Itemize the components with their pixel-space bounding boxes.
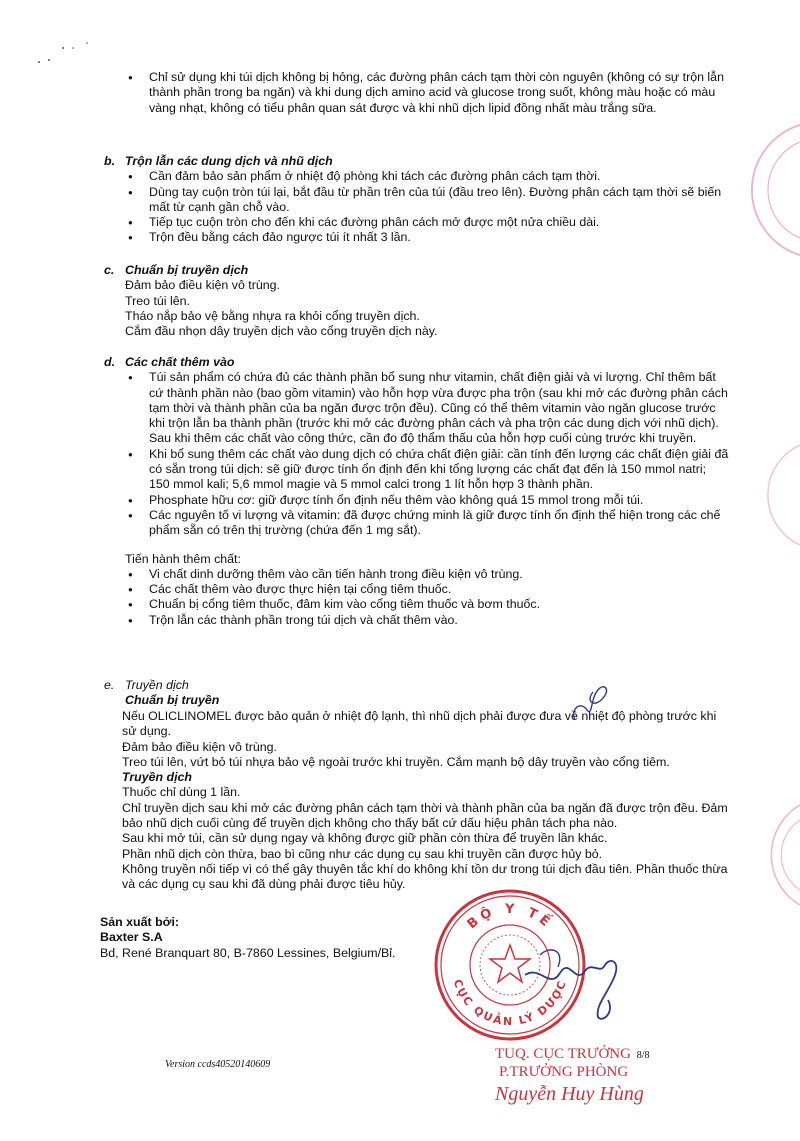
section-c-line: Treo túi lên. bbox=[125, 293, 190, 308]
top-bullet-list bbox=[125, 70, 730, 116]
prep-paragraph: Đảm bảo điều kiện vô trùng. bbox=[122, 739, 277, 754]
partial-seal-mid-right bbox=[745, 440, 800, 550]
initial-mark-icon bbox=[565, 680, 615, 728]
section-e-title: Truyền dịch bbox=[125, 678, 189, 692]
svg-text:BỘ Y TẾ bbox=[465, 902, 557, 933]
section-d-heading bbox=[104, 355, 730, 370]
section-d bbox=[104, 355, 730, 628]
section-c-title: Chuẩn bị truyền dịch bbox=[125, 263, 249, 277]
manufacturer-block bbox=[100, 915, 460, 961]
infuse-paragraph: Phần nhũ dịch còn thừa, bao bì cũng như các dụng cụ sau khi truyền cần được hủy bỏ. bbox=[122, 846, 603, 861]
infuse-paragraph: Thuốc chỉ dùng 1 lần. bbox=[122, 785, 241, 800]
prep-paragraph: Nếu OLICLINOMEL được bảo quản ở nhiệt độ lạnh, thì nhũ dịch phải được đưa về nhiệt độ phòng trước khi sử dụng. bbox=[122, 709, 717, 739]
section-b bbox=[104, 154, 730, 246]
prep-paragraph: Treo túi lên, vứt bỏ túi nhựa bảo vệ ngoài trước khi truyền. Cắm mạnh bộ dây truyền vào cổng tiêm. bbox=[122, 754, 670, 769]
section-c-letter: c. bbox=[104, 263, 115, 277]
list-item: ● Chỉ sử dụng khi túi dịch không bị hỏng, các đường phân cách tạm thời còn nguyên (không có sự trộn lẫn thành phần trong ba ngăn) và khi dung dịch amino acid và glucose trong suốt, không màu hoặc có màu vàng nhạt, không có tiểu phân quan sát được và khi nhũ dịch lipid đồng nhất màu trắng sữa. bbox=[125, 70, 730, 116]
list-item: ● Các chất thêm vào được thực hiện tại cổng tiêm thuốc. bbox=[125, 582, 730, 597]
prep-heading: Chuẩn bị truyền bbox=[125, 693, 220, 708]
signer-name: Nguyễn Huy Hùng bbox=[495, 1083, 644, 1105]
section-c bbox=[104, 263, 730, 339]
page-number: 8/8 bbox=[636, 1050, 650, 1061]
list-item: ● Dùng tay cuộn tròn túi lại, bắt đầu từ phần trên của túi (đầu treo lên). Đường phân cách tạm thời sẽ biến mất từ cạnh gần chỗ vào. bbox=[125, 185, 730, 216]
section-c-line: Đảm bảo điều kiện vô trùng. bbox=[125, 278, 280, 293]
section-c-line: Cắm đầu nhọn dây truyền dịch vào cổng truyền dịch này. bbox=[125, 324, 438, 339]
section-d-list bbox=[125, 370, 730, 538]
signoff-line-1 bbox=[495, 1046, 695, 1064]
section-d-letter: d. bbox=[104, 355, 116, 369]
section-b-heading bbox=[104, 154, 730, 169]
section-e-body bbox=[122, 709, 732, 893]
signoff-line-2: P.TRƯỞNG PHÒNG bbox=[499, 1064, 629, 1080]
list-item: ● Vi chất dinh dưỡng thêm vào cần tiến hành trong điều kiện vô trùng. bbox=[125, 567, 730, 582]
signature-icon bbox=[520, 935, 630, 1025]
list-item: ● Khi bổ sung thêm các chất vào dung dịch có chứa chất điện giải: cần tính đến lượng các chất điện giải đã có sẵn trong túi dịch: sẽ giữ được tính ổn định đến khi tổng lượng các chất đạt đến là 150 mmol natri; 150 mmol kali; 5,6 mmol magie và 5 mmol calci trong 1 lít hỗn hợp 3 thành phần. bbox=[125, 447, 730, 493]
section-b-list bbox=[125, 169, 730, 245]
list-item: ● Trộn lẫn các thành phần trong túi dịch và chất thêm vào. bbox=[125, 613, 730, 628]
section-e-heading bbox=[104, 678, 730, 693]
stamp-bottom-text: CỤC QUẢN LÝ DƯỢC bbox=[450, 977, 570, 1029]
infuse-paragraph: Không truyền nối tiếp vì có thể gây thuyên tắc khí do không khí tồn dư trong túi dịch đầu tiên. Phần thuốc thừa và các dụng cụ sau khi đã dùng phải được tiêu hủy. bbox=[122, 861, 728, 892]
manufacturer-label: Sản xuất bởi: bbox=[100, 915, 180, 929]
section-c-heading bbox=[104, 263, 730, 278]
section-e-letter: e. bbox=[104, 678, 115, 692]
list-item: ● Tiếp tục cuộn tròn cho đến khi các đường phân cách mở được một nửa chiều dài. bbox=[125, 215, 730, 230]
list-item: ● Các nguyên tố vi lượng và vitamin: đã được chứng minh là giữ được tính ổn định thể hiện trong các chế phẩm sẵn có trên thị trường (chứa đến 1 mg sắt). bbox=[125, 508, 730, 539]
list-item: ● Chuẩn bị cổng tiêm thuốc, đâm kim vào cổng tiêm thuốc và bơm thuốc. bbox=[125, 597, 730, 612]
partial-seal-low-right bbox=[738, 800, 800, 910]
signoff-title: TUQ. CỤC TRƯỞNG bbox=[495, 1046, 631, 1062]
version-label: Version ccds40520140609 bbox=[165, 1059, 271, 1070]
procedure-title: Tiến hành thêm chất: bbox=[125, 551, 241, 566]
partial-seal-top-right bbox=[735, 120, 800, 260]
list-item: ● Túi sản phẩm có chứa đủ các thành phần bổ sung như vitamin, chất điện giải và vi lượng. Chỉ thêm bất cứ thành phần nào (bao gồm vitamin) vào hỗn hợp vừa được pha trộn (sau khi mở các đường phân cách tạm thời và thành phần của ba ngăn được trộn đều). Cũng có thể thêm vitamin vào ngăn glucose trước khi trộn lẫn ba thành phần (trước khi mở các đường phân cách và pha trộn các dung dịch với nhũ dịch). Sau khi thêm các chất vào công thức, cần đo độ thẩm thấu của hỗn hợp cuối cùng trước khi truyền. bbox=[125, 370, 730, 446]
section-e bbox=[104, 678, 730, 709]
list-item: ● Phosphate hữu cơ: giữ được tính ổn định nếu thêm vào không quá 15 mmol trong mỗi túi. bbox=[125, 493, 730, 508]
stamp-top-text: BỘ Y TẾ bbox=[464, 901, 556, 933]
infuse-paragraph: Sau khi mở túi, cần sử dụng ngay và không được giữ phần còn thừa để truyền lần khác. bbox=[122, 831, 608, 846]
list-item: ● Cần đảm bảo sản phẩm ở nhiệt độ phòng khi tách các đường phân cách tạm thời. bbox=[125, 169, 730, 184]
manufacturer-name: Baxter S.A bbox=[100, 930, 163, 945]
section-b-title: Trộn lẫn các dung dịch và nhũ dịch bbox=[125, 154, 333, 168]
infuse-paragraph: Chỉ truyền dịch sau khi mở các đường phân cách tạm thời và thành phần của ba ngăn đã được trộn đều. Đảm bảo nhũ dịch cuối cùng để truyền dịch không cho thấy bất cứ dấu hiệu phân tách pha nào. bbox=[122, 800, 728, 831]
section-b-letter: b. bbox=[104, 154, 116, 168]
signoff-block bbox=[495, 1046, 695, 1107]
list-item: ● Trộn đều bằng cách đảo ngược túi ít nhất 3 lần. bbox=[125, 230, 730, 245]
section-c-line: Tháo nắp bảo vệ bằng nhựa ra khỏi cổng truyền dịch. bbox=[125, 308, 420, 323]
scan-speckles bbox=[35, 40, 95, 70]
manufacturer-address: Bd, René Branquart 80, B-7860 Lessines, Belgium/Bỉ. bbox=[100, 945, 396, 960]
procedure-list bbox=[125, 567, 730, 628]
infuse-heading: Truyền dịch bbox=[122, 770, 192, 785]
section-d-title: Các chất thêm vào bbox=[125, 355, 235, 369]
